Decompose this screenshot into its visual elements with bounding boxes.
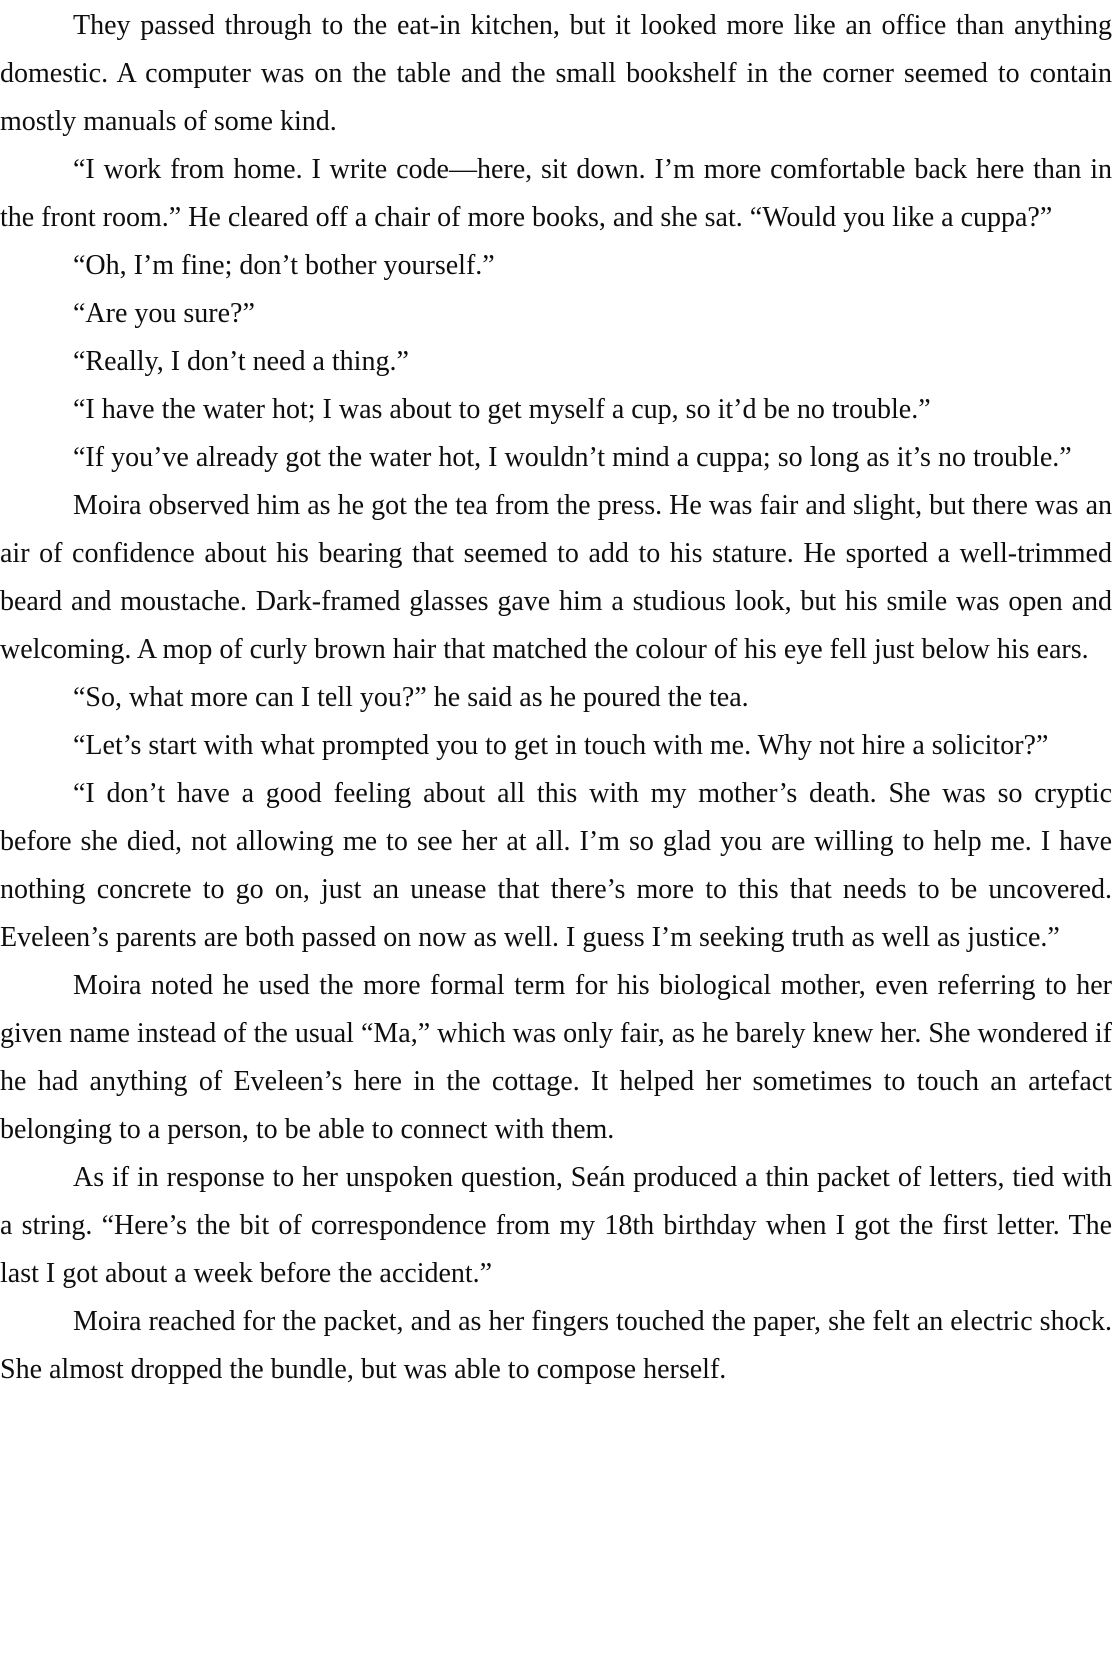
paragraph: “So, what more can I tell you?” he said as he poured the tea.: [73, 682, 749, 713]
paragraph: “I don’t have a good feeling about all this with my mother’s death. She was so cryptic before she died, not allowing me to see her at all. I’m so glad you are willing to help me. I have nothing concrete to go on, just an unease that there’s more to this that needs to be uncovered. Eveleen’s parents are both passed on now as well. I guess I’m seeking truth as well as justice.”: [0, 778, 1112, 953]
paragraph: As if in response to her unspoken question, Seán produced a thin packet of letters, tied with a string. “Here’s the bit of correspondence from my 18th birthday when I got the first letter. The last I got about a week before the accident.”: [0, 1162, 1112, 1289]
paragraph: Moira observed him as he got the tea from the press. He was fair and slight, but there was an air of confidence about his bearing that seemed to add to his stature. He sported a well-trimmed beard and moustache. Dark-framed glasses gave him a studious look, but his smile was open and welcoming. A mop of curly brown hair that matched the colour of his eye fell just below his ears.: [0, 490, 1112, 665]
paragraph: “Oh, I’m fine; don’t bother yourself.”: [73, 250, 495, 281]
paragraph: They passed through to the eat-in kitchen, but it looked more like an office than anything domestic. A computer was on the table and the small bookshelf in the corner seemed to contain mostly manuals of some kind.: [0, 10, 1112, 137]
paragraph: “Let’s start with what prompted you to get in touch with me. Why not hire a solicitor?”: [73, 730, 1049, 761]
paragraph: “If you’ve already got the water hot, I wouldn’t mind a cuppa; so long as it’s no trouble.”: [73, 442, 1072, 473]
paragraph: “I work from home. I write code—here, sit down. I’m more comfortable back here than in the front room.” He cleared off a chair of more books, and she sat. “Would you like a cuppa?”: [0, 154, 1112, 233]
paragraph: “Are you sure?”: [73, 298, 255, 329]
page-text: [0, 2, 1112, 1394]
paragraph: “Really, I don’t need a thing.”: [73, 346, 409, 377]
paragraph: Moira noted he used the more formal term for his biological mother, even referring to her given name instead of the usual “Ma,” which was only fair, as he barely knew her. She wondered if he had anything of Eveleen’s here in the cottage. It helped her sometimes to touch an artefact belonging to a person, to be able to connect with them.: [0, 970, 1112, 1145]
paragraph: “I have the water hot; I was about to get myself a cup, so it’d be no trouble.”: [73, 394, 931, 425]
paragraph: Moira reached for the packet, and as her fingers touched the paper, she felt an electric shock. She almost dropped the bundle, but was able to compose herself.: [0, 1306, 1112, 1385]
